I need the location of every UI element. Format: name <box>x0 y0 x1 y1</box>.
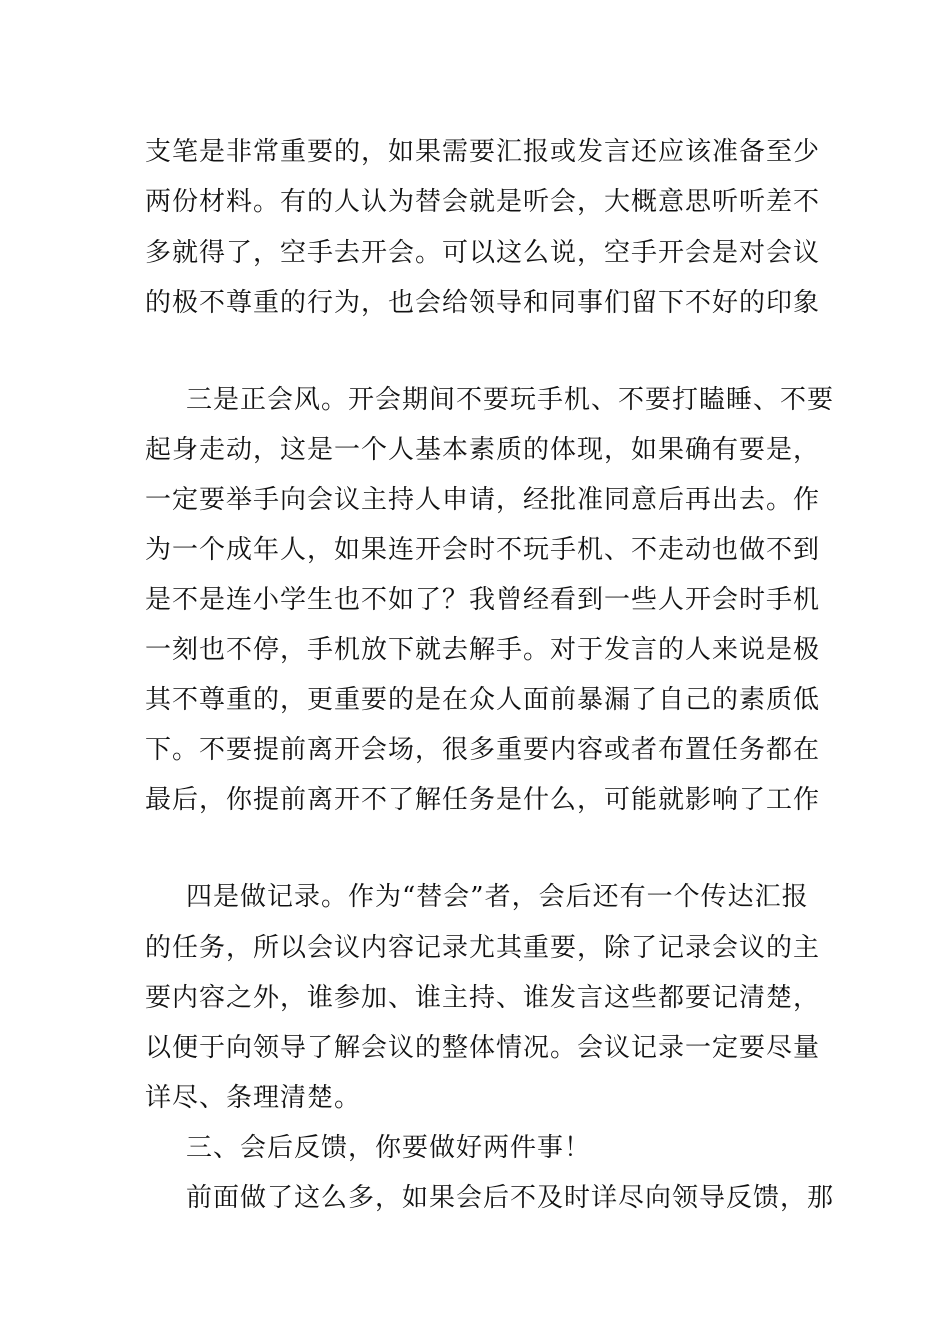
paragraph-1-line-1: 支笔是非常重要的，如果需要汇报或发言还应该准备至少 <box>145 137 821 167</box>
paragraph-4-line-1: 前面做了这么多，如果会后不及时详尽向领导反馈，那 <box>186 1183 835 1213</box>
paragraph-2-line-4: 为一个成年人，如果连开会时不玩手机、不走动也做不到 <box>145 535 821 565</box>
paragraph-3-line-3: 要内容之外，谁参加、谁主持、谁发言这些都要记清楚， <box>145 983 821 1013</box>
paragraph-2-line-6: 一刻也不停，手机放下就去解手。对于发言的人来说是极 <box>145 635 821 665</box>
paragraph-2-line-8: 下。不要提前离开会场，很多重要内容或者布置任务都在 <box>145 735 821 765</box>
paragraph-3-line-4: 以便于向领导了解会议的整体情况。会议记录一定要尽量 <box>145 1033 821 1063</box>
paragraph-1-line-3: 多就得了，空手去开会。可以这么说，空手开会是对会议 <box>145 238 821 268</box>
paragraph-2-line-9: 最后，你提前离开不了解任务是什么，可能就影响了工作 <box>145 785 821 815</box>
paragraph-1-line-2: 两份材料。有的人认为替会就是听会，大概意思听听差不 <box>145 187 821 217</box>
paragraph-2-line-5: 是不是连小学生也不如了？我曾经看到一些人开会时手机 <box>145 585 821 615</box>
paragraph-2-line-7: 其不尊重的，更重要的是在众人面前暴漏了自己的素质低 <box>145 685 821 715</box>
paragraph-3-line-2: 的任务，所以会议内容记录尤其重要，除了记录会议的主 <box>145 933 821 963</box>
paragraph-3-line-5: 详尽、条理清楚。 <box>145 1083 362 1113</box>
paragraph-2-line-1: 三是正会风。开会期间不要玩手机、不要打瞌睡、不要 <box>186 385 835 415</box>
paragraph-2-line-2: 起身走动，这是一个人基本素质的体现，如果确有要是， <box>145 435 821 465</box>
paragraph-3-line-1: 四是做记录。作为“替会”者，会后还有一个传达汇报 <box>186 882 809 912</box>
paragraph-2-line-3: 一定要举手向会议主持人申请，经批准同意后再出去。作 <box>145 485 821 515</box>
section-heading: 三、会后反馈，你要做好两件事！ <box>186 1133 592 1163</box>
paragraph-1-line-4: 的极不尊重的行为，也会给领导和同事们留下不好的印象 <box>145 288 821 318</box>
